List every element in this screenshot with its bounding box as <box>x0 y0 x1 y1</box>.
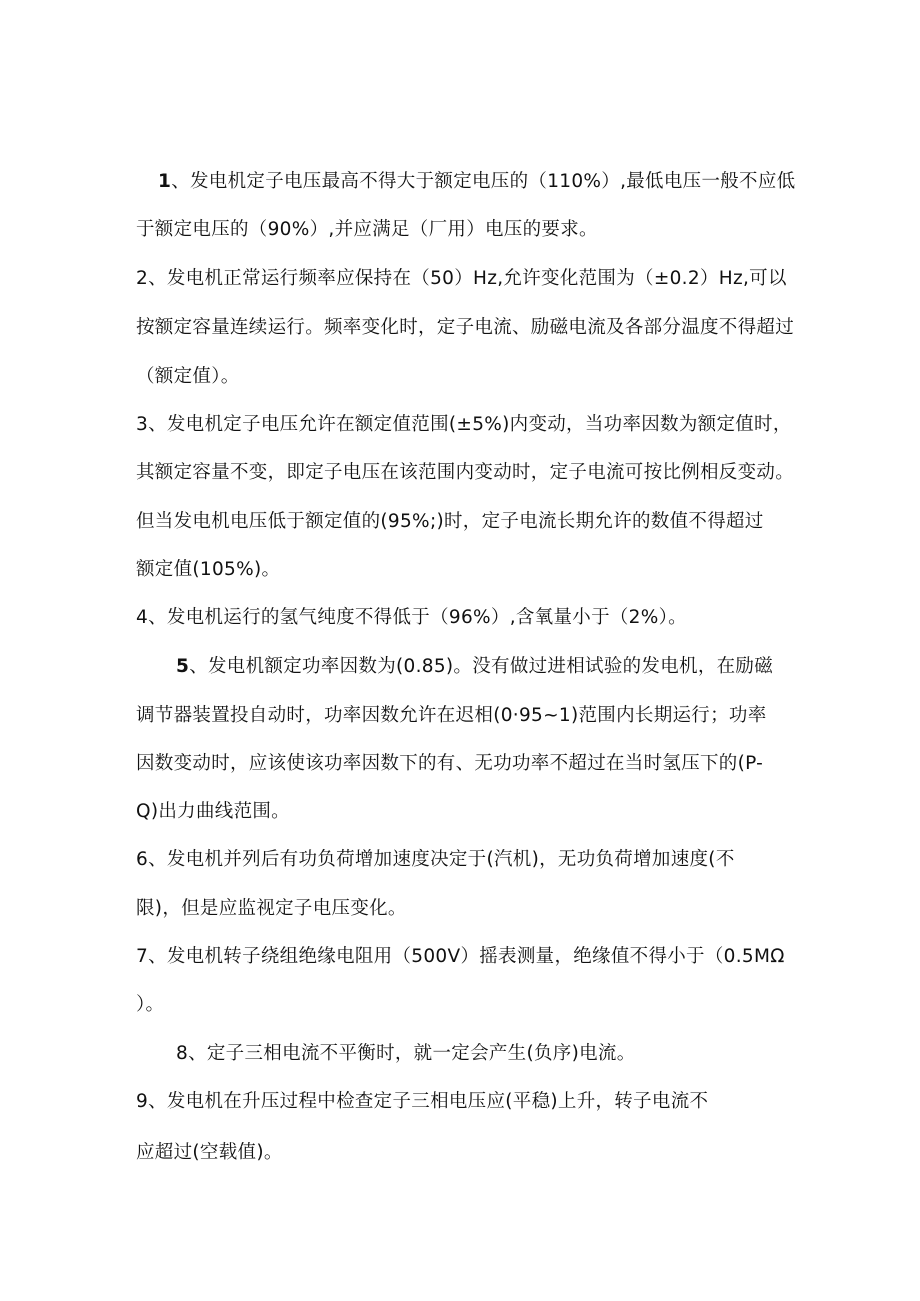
line-text: 其额定容量不变，即定子电压在该范围内变动时，定子电流可按比例相反变动。 <box>136 462 795 483</box>
item-2-line-3 <box>136 363 240 391</box>
line-text: 4、发电机运行的氢气纯度不得低于（96%）,含氧量小于（2%）。 <box>136 607 687 628</box>
line-text: Q)出力曲线范围。 <box>136 801 290 822</box>
line-text: 但当发电机电压低于额定值的(95%;)时，定子电流长期允许的数值不得超过 <box>136 511 764 532</box>
item-8-line-1 <box>176 1040 636 1068</box>
item-3-line-4 <box>136 556 280 584</box>
item-7-line-2 <box>136 991 164 1019</box>
item-number: 5 <box>176 656 190 677</box>
line-text: ）。 <box>136 994 165 1015</box>
line-text: 调节器装置投自动时，功率因数允许在迟相(0·95~1)范围内长期运行；功率 <box>136 705 767 726</box>
item-9-line-1 <box>136 1088 708 1116</box>
item-5-line-3 <box>136 750 763 778</box>
item-9-line-2 <box>136 1139 283 1167</box>
item-5-line-1 <box>176 653 773 681</box>
item-3-line-3 <box>136 508 764 536</box>
line-text: 于额定电压的（90%）,并应满足（厂用）电压的要求。 <box>136 219 598 240</box>
item-3-line-2 <box>136 459 794 487</box>
line-text: 额定值(105%)。 <box>136 559 281 580</box>
item-7-line-1 <box>136 943 785 971</box>
item-1-line-2 <box>136 216 598 244</box>
line-text: 9、发电机在升压过程中检查定子三相电压应(平稳)上升，转子电流不 <box>136 1091 709 1112</box>
item-6-line-1 <box>136 846 735 874</box>
item-3-line-1 <box>136 411 792 439</box>
line-text: 6、发电机并列后有功负荷增加速度决定于(汽机)，无功负荷增加速度(不 <box>136 849 735 870</box>
item-number: 1 <box>158 171 172 192</box>
line-text: 、发电机定子电压最高不得大于额定电压的（110%）,最低电压一般不应低 <box>171 171 796 192</box>
line-text: 2、发电机正常运行频率应保持在（50）Hz,允许变化范围为（±0.2）Hz,可以 <box>136 268 787 289</box>
line-text: 按额定容量连续运行。频率变化时，定子电流、励磁电流及各部分温度不得超过 <box>136 317 795 338</box>
item-5-line-4 <box>136 798 290 826</box>
line-text: 3、发电机定子电压允许在额定值范围(±5%)内变动，当功率因数为额定值时， <box>136 414 792 435</box>
line-text: 应超过(空载值)。 <box>136 1142 283 1163</box>
line-text: （额定值）。 <box>136 366 240 387</box>
line-text: 、发电机额定功率因数为(0.85)。没有做过进相试验的发电机，在励磁 <box>189 656 774 677</box>
item-2-line-1 <box>136 265 787 293</box>
item-4-line-1 <box>136 604 687 632</box>
line-text: 8、定子三相电流不平衡时，就一定会产生(负序)电流。 <box>176 1043 636 1064</box>
item-6-line-2 <box>136 895 407 923</box>
line-text: 7、发电机转子绕组绝缘电阻用（500V）摇表测量，绝缘值不得小于（0.5MΩ <box>136 946 785 967</box>
line-text: 限)，但是应监视定子电压变化。 <box>136 898 407 919</box>
item-2-line-2 <box>136 314 794 342</box>
item-5-line-2 <box>136 702 767 730</box>
line-text: 因数变动时，应该使该功率因数下的有、无功功率不超过在当时氢压下的(P- <box>136 753 764 774</box>
item-1-line-1 <box>158 168 795 196</box>
